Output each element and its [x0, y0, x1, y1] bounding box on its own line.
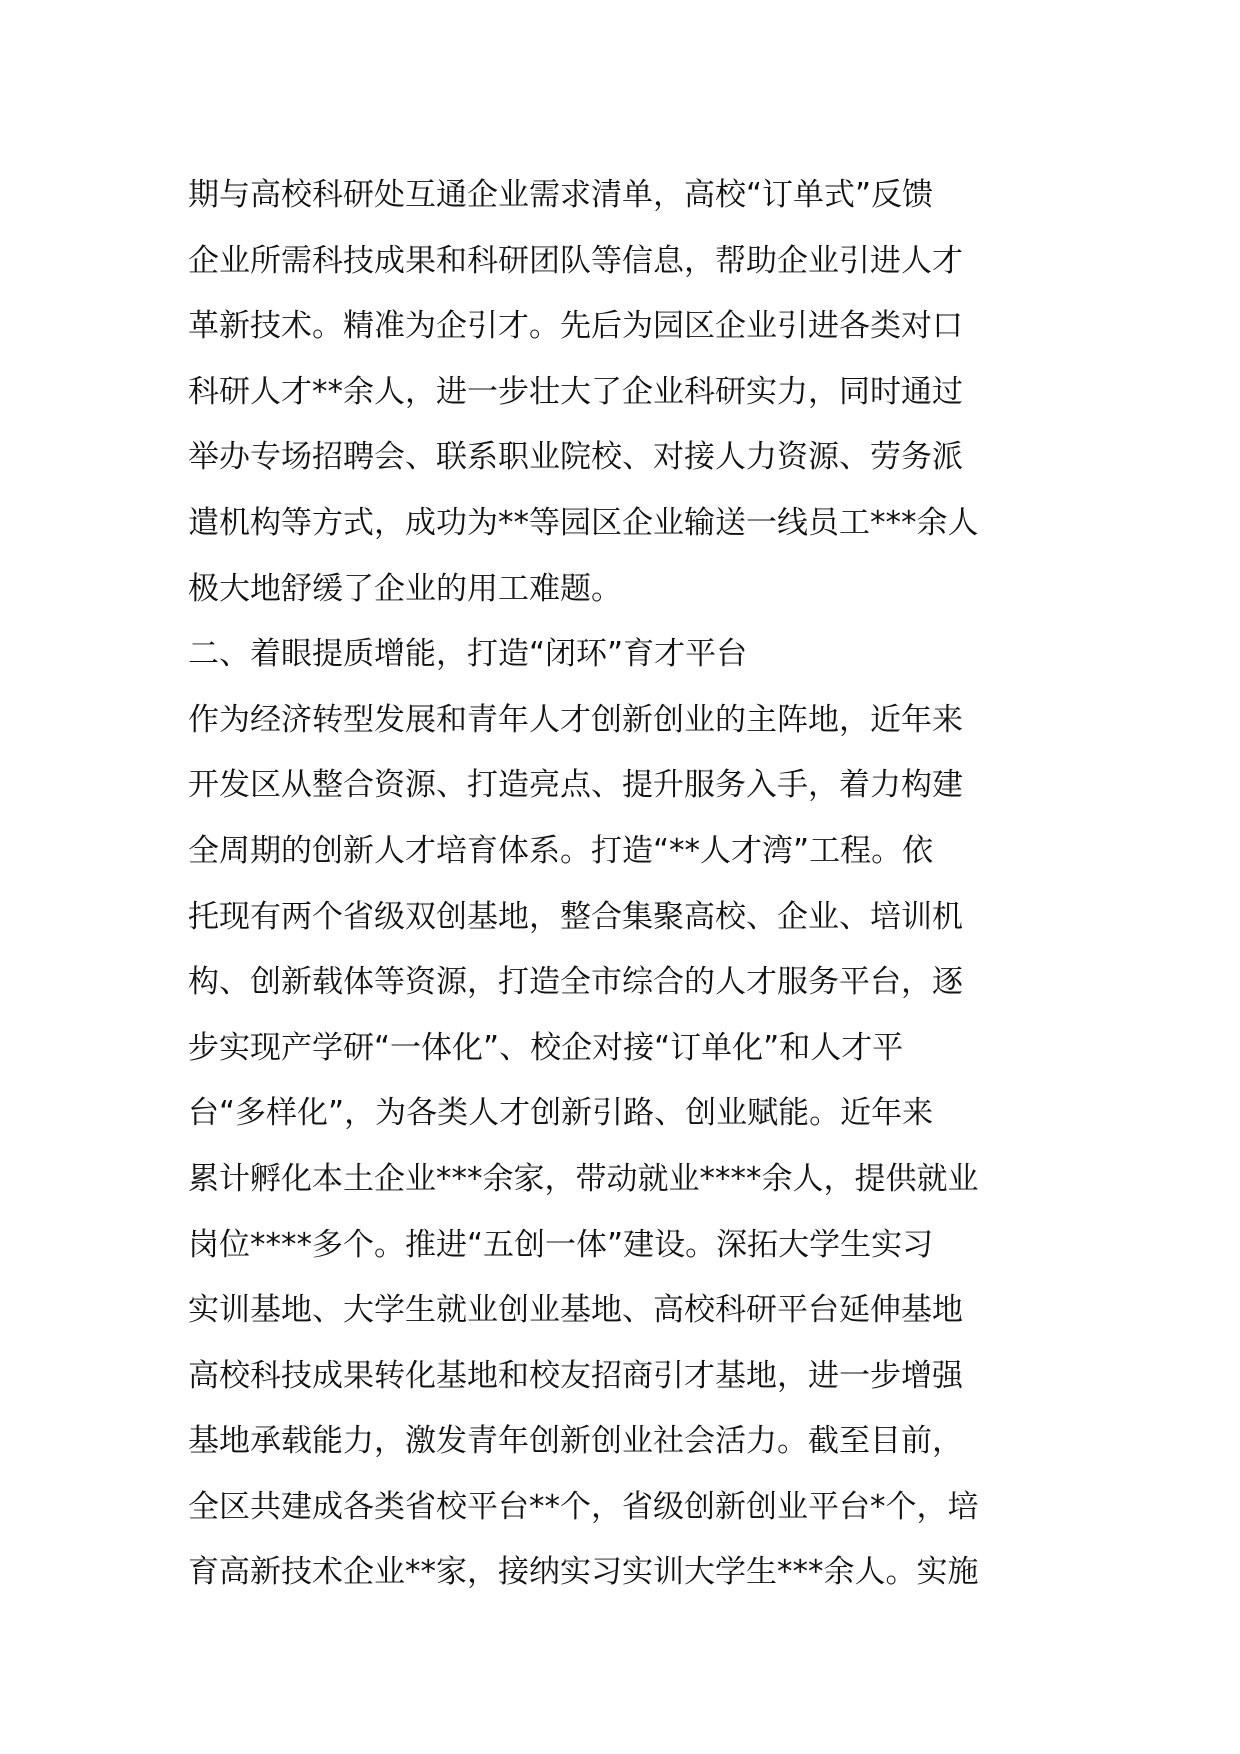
text-line-17: 岗位****多个。推进“五创一体”建设。深拓大学生实习: [188, 1226, 934, 1263]
text-line-15: 台“多样化”，为各类人才创新引路、创业赋能。近年来: [188, 1095, 934, 1132]
section-heading: 二、着眼提质增能，打造“闭环”育才平台: [188, 636, 748, 673]
text-line-21: 全区共建成各类省校平台**个，省级创新创业平台*个，培: [188, 1488, 979, 1525]
text-line-20: 基地承载能力，激发青年创新创业社会活力。截至目前，: [188, 1423, 963, 1460]
text-line-5: 举办专场招聘会、联系职业院校、对接人力资源、劳务派: [188, 439, 963, 476]
text-line-2: 企业所需科技成果和科研团队等信息，帮助企业引进人才: [188, 242, 963, 279]
text-line-19: 高校科技成果转化基地和校友招商引才基地，进一步增强: [188, 1357, 963, 1394]
text-line-18: 实训基地、大学生就业创业基地、高校科研平台延伸基地: [188, 1292, 963, 1329]
text-line-6: 遣机构等方式，成功为**等园区企业输送一线员工***余人: [188, 504, 979, 541]
document-body: [188, 163, 1058, 1606]
text-line-4: 科研人才**余人，进一步壮大了企业科研实力，同时通过: [188, 373, 963, 410]
text-line-11: 全周期的创新人才培育体系。打造“**人才湾”工程。依: [188, 832, 934, 869]
text-line-16: 累计孵化本土企业***余家，带动就业****余人，提供就业: [188, 1160, 979, 1197]
text-line-13: 构、创新载体等资源，打造全市综合的人才服务平台，逐: [188, 964, 963, 1001]
text-line-1: 期与高校科研处互通企业需求清单，高校“订单式”反馈: [188, 177, 934, 213]
text-line-14: 步实现产学研“一体化”、校企对接“订单化”和人才平: [188, 1029, 904, 1066]
text-line-3: 革新技术。精准为企引才。先后为园区企业引进各类对口: [188, 308, 963, 345]
text-line-10: 开发区从整合资源、打造亮点、提升服务入手，着力构建: [188, 767, 963, 804]
text-line-12: 托现有两个省级双创基地，整合集聚高校、企业、培训机: [188, 898, 963, 935]
text-line-22: 育高新技术企业**家，接纳实习实训大学生***余人。实施: [188, 1554, 979, 1591]
text-line-7: 极大地舒缓了企业的用工难题。: [188, 570, 622, 607]
text-line-9: 作为经济转型发展和青年人才创新创业的主阵地，近年来: [188, 701, 963, 738]
